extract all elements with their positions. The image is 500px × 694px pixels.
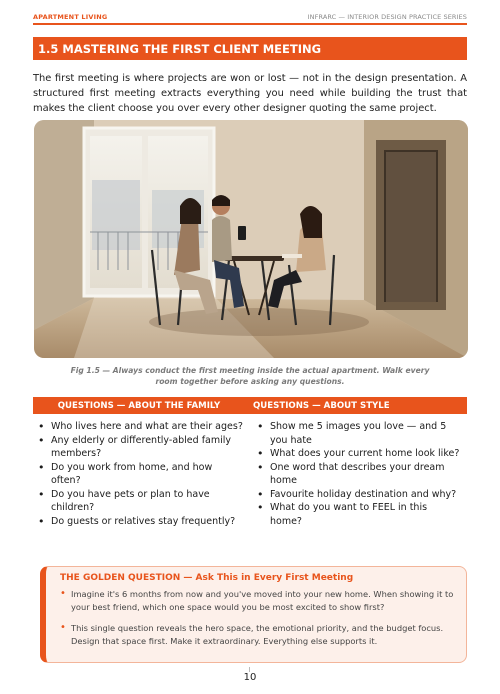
list-item: • Do you work from home, and how often? [38,461,243,488]
list-item: • What does your current home look like? [257,447,462,461]
header-rule [33,23,467,25]
style-questions-list [257,420,462,528]
figure-caption: Fig 1.5 — Always conduct the first meeting inside the actual apartment. Walk every room together before asking any questions. [70,366,430,386]
list-item: • Do guests or relatives stay frequently? [38,515,243,529]
golden-question-callout [40,566,467,663]
meeting-photo [34,120,468,358]
list-item: • Do you have pets or plan to have children? [38,488,243,515]
page-number: 10 [243,672,257,683]
list-item: • Who lives here and what are their ages? [38,420,243,434]
callout-list [60,588,454,647]
style-questions-header: QUESTIONS — ABOUT STYLE [245,397,467,414]
intro-paragraph: The first meeting is where projects are won or lost — not in the design presentation. A structured first meeting extracts everything you need while building the trust that makes the client choose you over every other designer quoting the same project. [33,73,467,114]
list-item: • One word that describes your dream home [257,461,462,488]
list-item: • Show me 5 images you love — and 5 you hate [257,420,462,447]
list-item: • This single question reveals the hero space, the emotional priority, and the budget focus. Design that space first. Make it extraordinary. Everything else supports it. [60,622,454,647]
list-item: • Any elderly or differently-abled family members? [38,434,243,461]
series-label: INFRARC — INTERIOR DESIGN PRACTICE SERIES [307,13,467,21]
list-item: • Imagine it's 6 months from now and you've moved into your new home. When showing it to your best friend, which one space would you be most excited to show first? [60,588,454,613]
section-title: 1.5 MASTERING THE FIRST CLIENT MEETING [33,37,467,60]
callout-title: THE GOLDEN QUESTION — Ask This in Every First Meeting [60,573,354,583]
list-item: • What do you want to FEEL in this home? [257,501,462,528]
running-header [33,11,467,23]
family-questions-header: QUESTIONS — ABOUT THE FAMILY [33,397,245,414]
list-item: • Favourite holiday destination and why? [257,488,462,502]
brand-label: APARTMENT LIVING [33,13,108,21]
family-questions-list [38,420,243,528]
